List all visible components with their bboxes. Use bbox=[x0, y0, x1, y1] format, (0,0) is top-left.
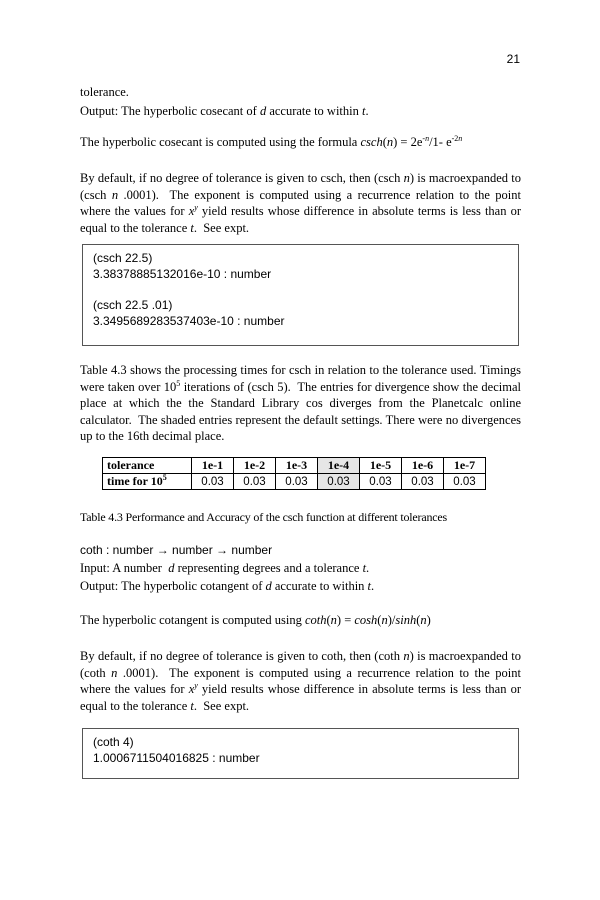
table-header-cell: 1e-1 bbox=[192, 458, 234, 474]
page-number: 21 bbox=[506, 52, 520, 66]
table-cell: 0.03 bbox=[276, 474, 318, 490]
coth-example-result: 1.0006711504016825 : number bbox=[93, 750, 260, 765]
table-description-paragraph: Table 4.3 shows the processing times for csch in relation to the tolerance used. Timings were taken over $10^5$ iterations of (csch 5). The entries for divergence show the decimal place at which the the Standard Library cos diverges from the Planetcalc online calculator. The shaded entries represent the default settings. There were no divergences up to the 16th decimal place. bbox=[80, 363, 521, 443]
table-header-cell: 1e-3 bbox=[276, 458, 318, 474]
table-row-label: time for $10^5$ bbox=[103, 474, 192, 490]
table-cell: 0.03 bbox=[444, 474, 486, 490]
table-cell: 0.03 bbox=[234, 474, 276, 490]
coth-default-paragraph: By default, if no degree of tolerance is given to coth, then (coth n) is macroexpanded to (coth n .0001). The exponent is computed using a recurrence relation to the point where the values for $x^y$ yield results whose difference in absolute terms is less than or equal to the tolerance t. See expt. bbox=[80, 649, 521, 713]
performance-table bbox=[102, 457, 486, 490]
table-row bbox=[103, 474, 486, 490]
coth-example-box bbox=[82, 728, 519, 779]
csch-example-call-2: (csch 22.5 .01) bbox=[93, 298, 173, 312]
csch-default-paragraph: By default, if no degree of tolerance is given to csch, then (csch n) is macroexpanded to (csch n .0001). The exponent is computed using a recurrence relation to the point where the values for $x^y$ yield results whose difference in absolute terms is less than or equal to the tolerance t. See expt. bbox=[80, 171, 521, 235]
csch-example-box bbox=[82, 244, 519, 346]
table-header-cell: 1e-4 bbox=[318, 458, 360, 474]
coth-example-call: (coth 4) bbox=[93, 735, 134, 749]
table-cell: 0.03 bbox=[402, 474, 444, 490]
coth-output: Output: The hyperbolic cotangent of d accurate to within t. bbox=[80, 579, 375, 593]
csch-example-result-2: 3.3495689283537403e-10 : number bbox=[93, 313, 285, 328]
table-caption: Table 4.3 Performance and Accuracy of the csch function at different tolerances bbox=[80, 510, 447, 524]
table-header-cell: 1e-7 bbox=[444, 458, 486, 474]
table-cell: 0.03 bbox=[360, 474, 402, 490]
table-header-cell: 1e-5 bbox=[360, 458, 402, 474]
table-header-cell: 1e-6 bbox=[402, 458, 444, 474]
csch-formula: The hyperbolic cosecant is computed using the formula $\csc h(n) = 2e^{-n}/1-$ $e^{-2n}$ bbox=[80, 133, 463, 149]
table-cell: 0.03 bbox=[192, 474, 234, 490]
table-header-cell: tolerance bbox=[103, 458, 192, 474]
table-header-row bbox=[103, 458, 486, 474]
coth-input: Input: A number d representing degrees and a tolerance t. bbox=[80, 561, 370, 575]
tolerance-continuation: tolerance. bbox=[80, 85, 129, 99]
csch-example-call-1: (csch 22.5) bbox=[93, 251, 153, 265]
table-cell-default: 0.03 bbox=[318, 474, 360, 490]
csch-example-result-1: 3.38378885132016e-10 : number bbox=[93, 266, 272, 281]
csch-output: Output: The hyperbolic cosecant of d accurate to within t. bbox=[80, 104, 369, 118]
coth-formula: The hyperbolic cotangent is computed using coth(n) = cosh(n)/sinh(n) bbox=[80, 613, 431, 627]
coth-signature: coth : number → number → number bbox=[80, 543, 273, 557]
table-header-cell: 1e-2 bbox=[234, 458, 276, 474]
